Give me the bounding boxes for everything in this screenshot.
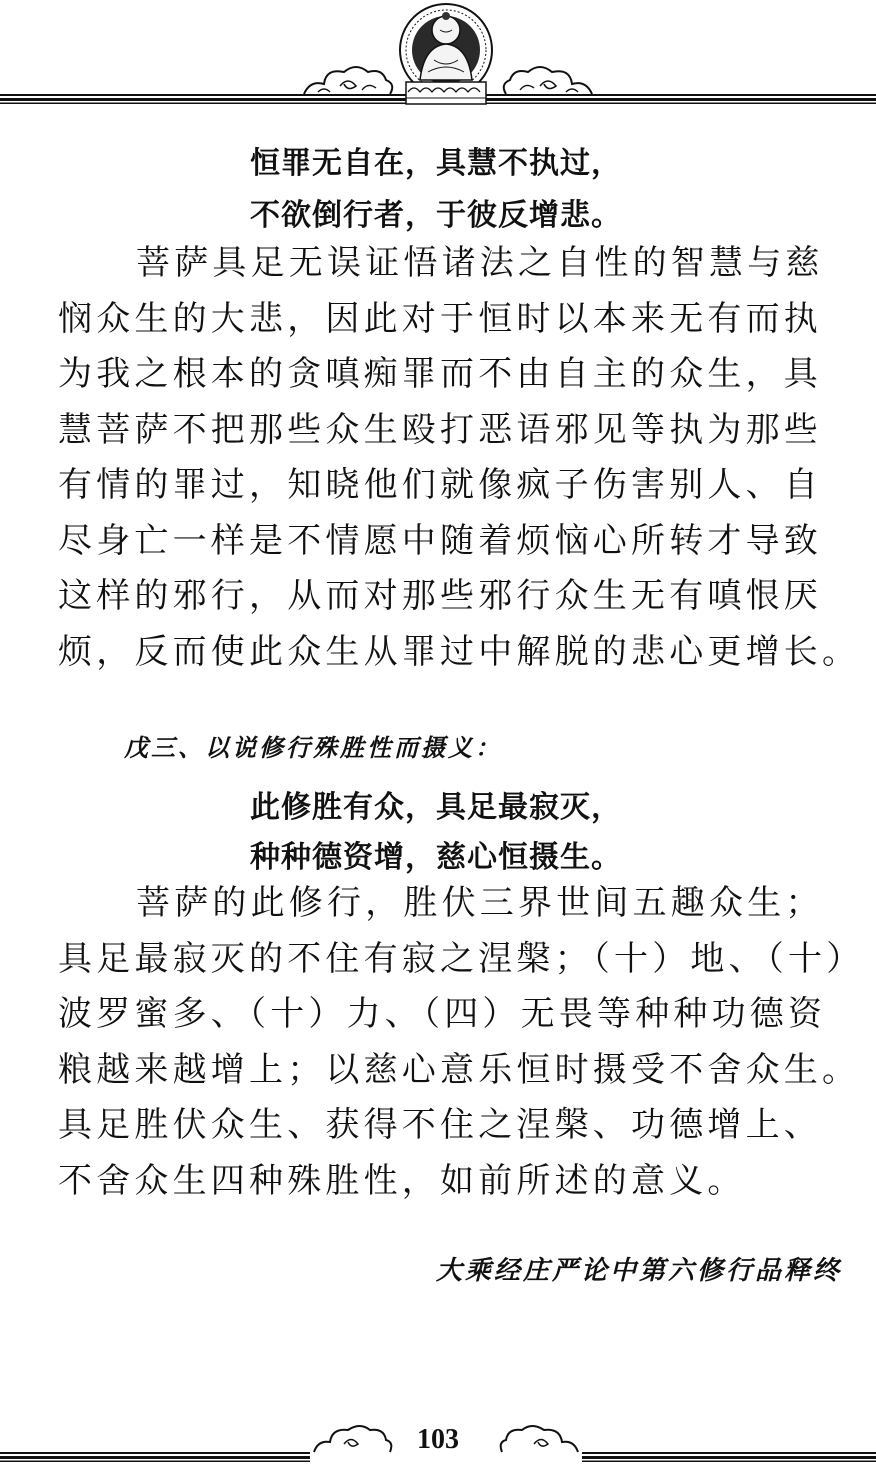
chapter-closing-line: 大乘经庄严论中第六修行品释终 xyxy=(435,1256,842,1286)
commentary-paragraph-1 xyxy=(58,236,861,680)
para1-line: 慧菩萨不把那些众生殴打恶语邪见等执为那些 xyxy=(58,409,822,450)
para1-line: 烦，反而使此众生从罪过中解脱的悲心更增长。 xyxy=(58,631,861,672)
verse-2-line-1: 此修胜有众，具足最寂灭， xyxy=(250,790,622,825)
para1-line: 为我之根本的贪嗔痴罪而不由自主的众生，具 xyxy=(58,354,822,394)
buddha-emblem xyxy=(398,2,494,108)
para2-line: 具足最寂灭的不住有寂之涅槃；（十）地、（十） xyxy=(58,938,865,979)
left-cloud-ornament xyxy=(300,62,396,98)
section-heading: 戊三、以说修行殊胜性而摄义： xyxy=(124,733,502,762)
para1-line: 菩萨具足无误证悟诸法之自性的智慧与慈 xyxy=(136,243,824,283)
para2-line: 波罗蜜多、（十）力、（四）无畏等种种功德资 xyxy=(58,994,827,1034)
verse-1-line-1: 恒罪无自在，具慧不执过， xyxy=(250,146,622,181)
verse-1-line-2: 不欲倒行者，于彼反增悲。 xyxy=(250,198,622,233)
para1-line: 悯众生的大悲，因此对于恒时以本来无有而执 xyxy=(58,298,822,339)
page-header xyxy=(0,0,876,112)
verse-2-line-2: 种种德资增，慈心恒摄生。 xyxy=(250,840,622,875)
para1-line: 有情的罪过，知晓他们就像疯子伤害别人、自 xyxy=(58,465,822,505)
para1-line: 尽身亡一样是不情愿中随着烦恼心所转才导致 xyxy=(58,520,822,561)
para2-line: 不舍众生四种殊胜性，如前所述的意义。 xyxy=(58,1160,746,1201)
para1-line: 这样的邪行，从而对那些邪行众生无有嗔恨厌 xyxy=(58,576,822,616)
commentary-paragraph-2 xyxy=(58,876,865,1209)
right-cloud-ornament xyxy=(500,62,596,98)
para2-line: 具足胜伏众生、获得不住之涅槃、功德增上、 xyxy=(58,1105,822,1145)
page-number: 103 xyxy=(417,1424,459,1455)
para2-line: 菩萨的此修行，胜伏三界世间五趣众生； xyxy=(136,883,824,923)
para2-line: 粮越来越增上；以慈心意乐恒时摄受不舍众生。 xyxy=(58,1049,861,1090)
